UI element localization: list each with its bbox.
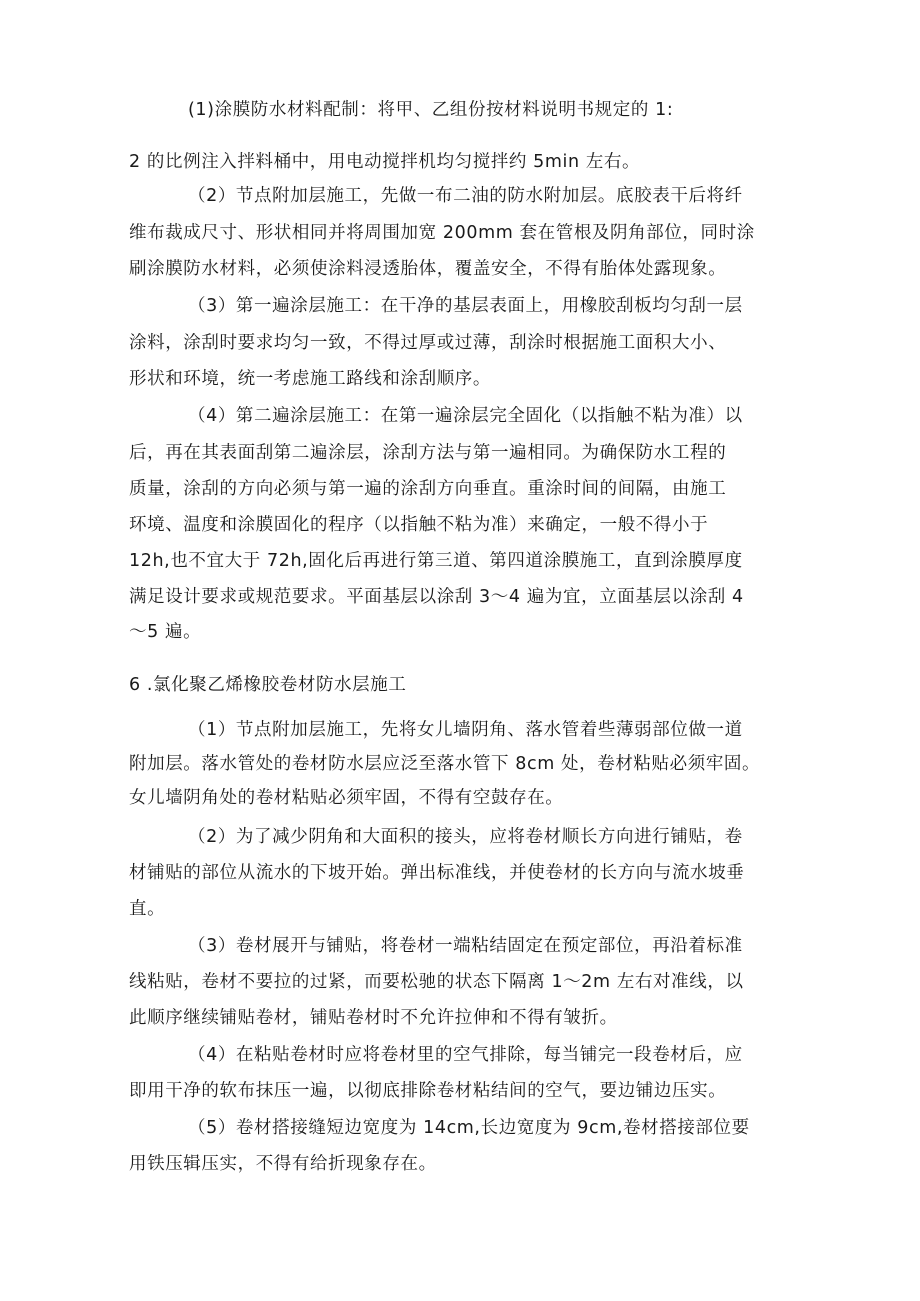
- p5-line-1: （1）节点附加层施工，先将女儿墙阴角、落水管着些薄弱部位做一道: [188, 720, 743, 740]
- p1-line-2: 2 的比例注入拌料桶中，用电动搅拌机均匀搅拌约 5min 左右。: [129, 152, 641, 172]
- p5-line-2: 附加层。落水管处的卷材防水层应泛至落水管下 8cm 处，卷材粘贴必须牢固。: [129, 754, 761, 774]
- p2-line-3: 刷涂膜防水材料，必须使涂料浸透胎体，覆盖安全，不得有胎体处露现象。: [129, 259, 727, 279]
- p6-line-3: 直。: [129, 899, 166, 919]
- p8-line-2: 即用干净的软布抹压一遍，以彻底排除卷材粘结间的空气，要边铺边压实。: [129, 1081, 727, 1101]
- p6-line-1: （2）为了减少阴角和大面积的接头，应将卷材顺长方向进行铺贴，卷: [188, 827, 743, 847]
- p4-line-3: 质量，涂刮的方向必须与第一遍的涂刮方向垂直。重涂时间的间隔，由施工: [129, 479, 727, 499]
- section-heading: 6 .氯化聚乙烯橡胶卷材防水层施工: [129, 675, 407, 695]
- p2-line-2: 维布裁成尺寸、形状相同并将周围加宽 200mm 套在管根及阴角部位，同时涂: [129, 223, 755, 243]
- p8-line-1: （4）在粘贴卷材时应将卷材里的空气排除，每当铺完一段卷材后，应: [188, 1045, 743, 1065]
- p5-line-3: 女儿墙阴角处的卷材粘贴必须牢固，不得有空鼓存在。: [129, 788, 564, 808]
- p1-line-1: (1)涂膜防水材料配制：将甲、乙组份按材料说明书规定的 1:: [188, 100, 674, 120]
- p4-line-1: （4）第二遍涂层施工：在第一遍涂层完全固化（以指触不粘为准）以: [188, 406, 743, 426]
- p9-line-2: 用铁压辑压实，不得有给折现象存在。: [129, 1154, 437, 1174]
- p4-line-6: 满足设计要求或规范要求。平面基层以涂刮 3～4 遍为宜，立面基层以涂刮 4: [129, 587, 744, 607]
- p3-line-3: 形状和环境，统一考虑施工路线和涂刮顺序。: [129, 369, 491, 389]
- p4-line-4: 环境、温度和涂膜固化的程序（以指触不粘为准）来确定，一般不得小于: [129, 515, 709, 535]
- p6-line-2: 材铺贴的部位从流水的下坡开始。弹出标准线，并使卷材的长方向与流水坡垂: [129, 863, 745, 883]
- p3-line-2: 涂料，涂刮时要求均匀一致，不得过厚或过薄，刮涂时根据施工面积大小、: [129, 333, 727, 353]
- p4-line-7: ～5 遍。: [129, 622, 202, 642]
- p4-line-5: 12h,也不宜大于 72h,固化后再进行第三道、第四道涂膜施工，直到涂膜厚度: [129, 551, 743, 571]
- p7-line-2: 线粘贴，卷材不要拉的过紧，而要松驰的状态下隔离 1～2m 左右对准线，以: [129, 972, 744, 992]
- p9-line-1: （5）卷材搭接缝短边宽度为 14cm,长边宽度为 9cm,卷材搭接部位要: [188, 1118, 750, 1138]
- p3-line-1: （3）第一遍涂层施工：在干净的基层表面上，用橡胶刮板均匀刮一层: [188, 296, 743, 316]
- p4-line-2: 后，再在其表面刮第二遍涂层，涂刮方法与第一遍相同。为确保防水工程的: [129, 443, 727, 463]
- p7-line-1: （3）卷材展开与铺贴，将卷材一端粘结固定在预定部位，再沿着标准: [188, 936, 743, 956]
- p2-line-1: （2）节点附加层施工，先做一布二油的防水附加层。底胶表干后将纤: [188, 186, 743, 206]
- p7-line-3: 此顺序继续铺贴卷材，铺贴卷材时不允许拉伸和不得有皱折。: [129, 1008, 618, 1028]
